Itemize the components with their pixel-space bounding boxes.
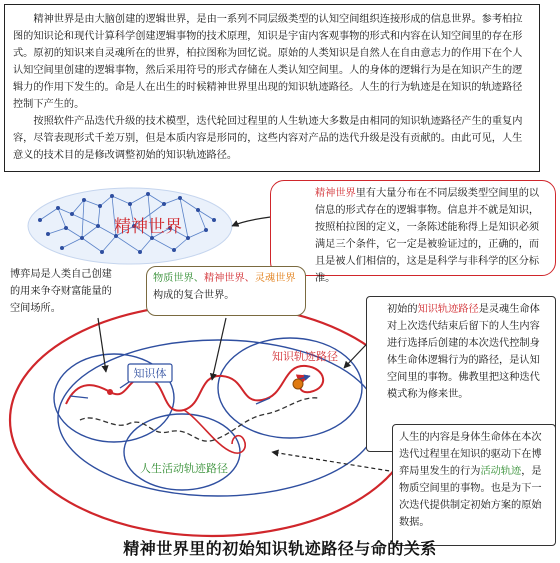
network-label: 精神世界 (114, 217, 182, 237)
initial-highlight: 知识轨迹路径 (417, 304, 479, 315)
life-highlight: 活动轨迹 (480, 466, 522, 477)
arena-label: 博弈局是人类自己创建的用来争夺财富能量的空间场所。 (10, 269, 112, 314)
initial-text: 是灵魂生命体对上次迭代结束后留下的人生内容进行选择后创建的本次迭代控制身体生命体逻辑行为的路径，是认知空间里的事物。佛教里把这种迭代模式称为修来世。 (387, 304, 540, 400)
page-caption: 精神世界里的初始知识轨迹路径与命的关系 (123, 539, 437, 558)
worlds-part-4: 构成的复合世界。 (153, 290, 235, 301)
worlds-part-2: 精神世界、 (203, 273, 255, 284)
life-content-callout (392, 424, 556, 546)
worlds-pointer-arrow (212, 318, 226, 380)
life-prefix: 人生的内容是身体生命体在本次迭代过程里在知识的驱动下在博弈局里发生的行为 (399, 432, 542, 477)
definition-highlight: 精神世界 (315, 188, 356, 199)
life-activity-path (80, 398, 318, 441)
inner-ellipse-bottom (124, 414, 240, 490)
worlds-part-3: 灵魂世界 (254, 273, 296, 284)
worlds-part-1: 物质世界、 (153, 273, 204, 284)
definition-text: 里有大量分布在不同层级类型空间里的以信息的形式存在的逻辑事物。信息并不就是知识，按照柏拉图的定义，一条陈述能称得上是知识必须满足三个条件，它一定是被验证过的，正确的，而且是被人们相信的，这是是科学与非科学的区分标准。 (315, 188, 540, 284)
knowledge-body-label: 知识体 (133, 367, 167, 380)
life-text: ，是物质空间里的事物。也是为下一次迭代提供制定初始方案的原始数据。 (399, 466, 542, 528)
knowledge-trajectory-path (66, 366, 323, 411)
network-cloud (28, 188, 232, 264)
intro-paragraph-2: 按照软件产品迭代升级的技术模型，迭代轮回过程里的人生轨迹大多数是由相同的知识轨迹路径产生的重复内容，尽管表现形式千差万别，但是本质内容是形同的，这些内容对产品的迭代升级是没有贡献的。由此可见，人生意义的技术目的是修改调整初始的知识轨迹路径。 (13, 116, 523, 161)
trajectory-node (293, 379, 303, 389)
knowledge-path-label: 知识轨迹路径 (272, 350, 338, 363)
knowledge-branch-path (184, 410, 245, 453)
start-node (107, 389, 113, 395)
worlds-callout (146, 266, 306, 316)
life-pointer-arrow (272, 452, 396, 472)
initial-prefix: 初始的 (387, 304, 418, 315)
life-path-label: 人生活动轨迹路径 (140, 462, 228, 475)
intro-paragraph-1: 精神世界是由大脑创建的逻辑世界，是由一系列不同层级类型的认知空间组织连接形成的信息世界。参考柏拉图的知识论和现代计算科学创建逻辑事物的技术原理，知识是宇宙内客观事物的形式和内容在认知空间里的存在形式。原初的知识来自灵魂所在的世界，柏拉图称为回忆说。原始的人类知识是自然人在自由意志力的作用下在个人认知空间里创建的逻辑事物，然后采用符号的形式存储在人类认知空间里。人的身体的逻辑行为是在知识产生的逻辑力的作用下发生的。命是人在出生的时候精神世界里出现的知识轨迹路径。人生的行为轨迹是在知识的轨迹路径控制下产生的。 (13, 14, 523, 110)
